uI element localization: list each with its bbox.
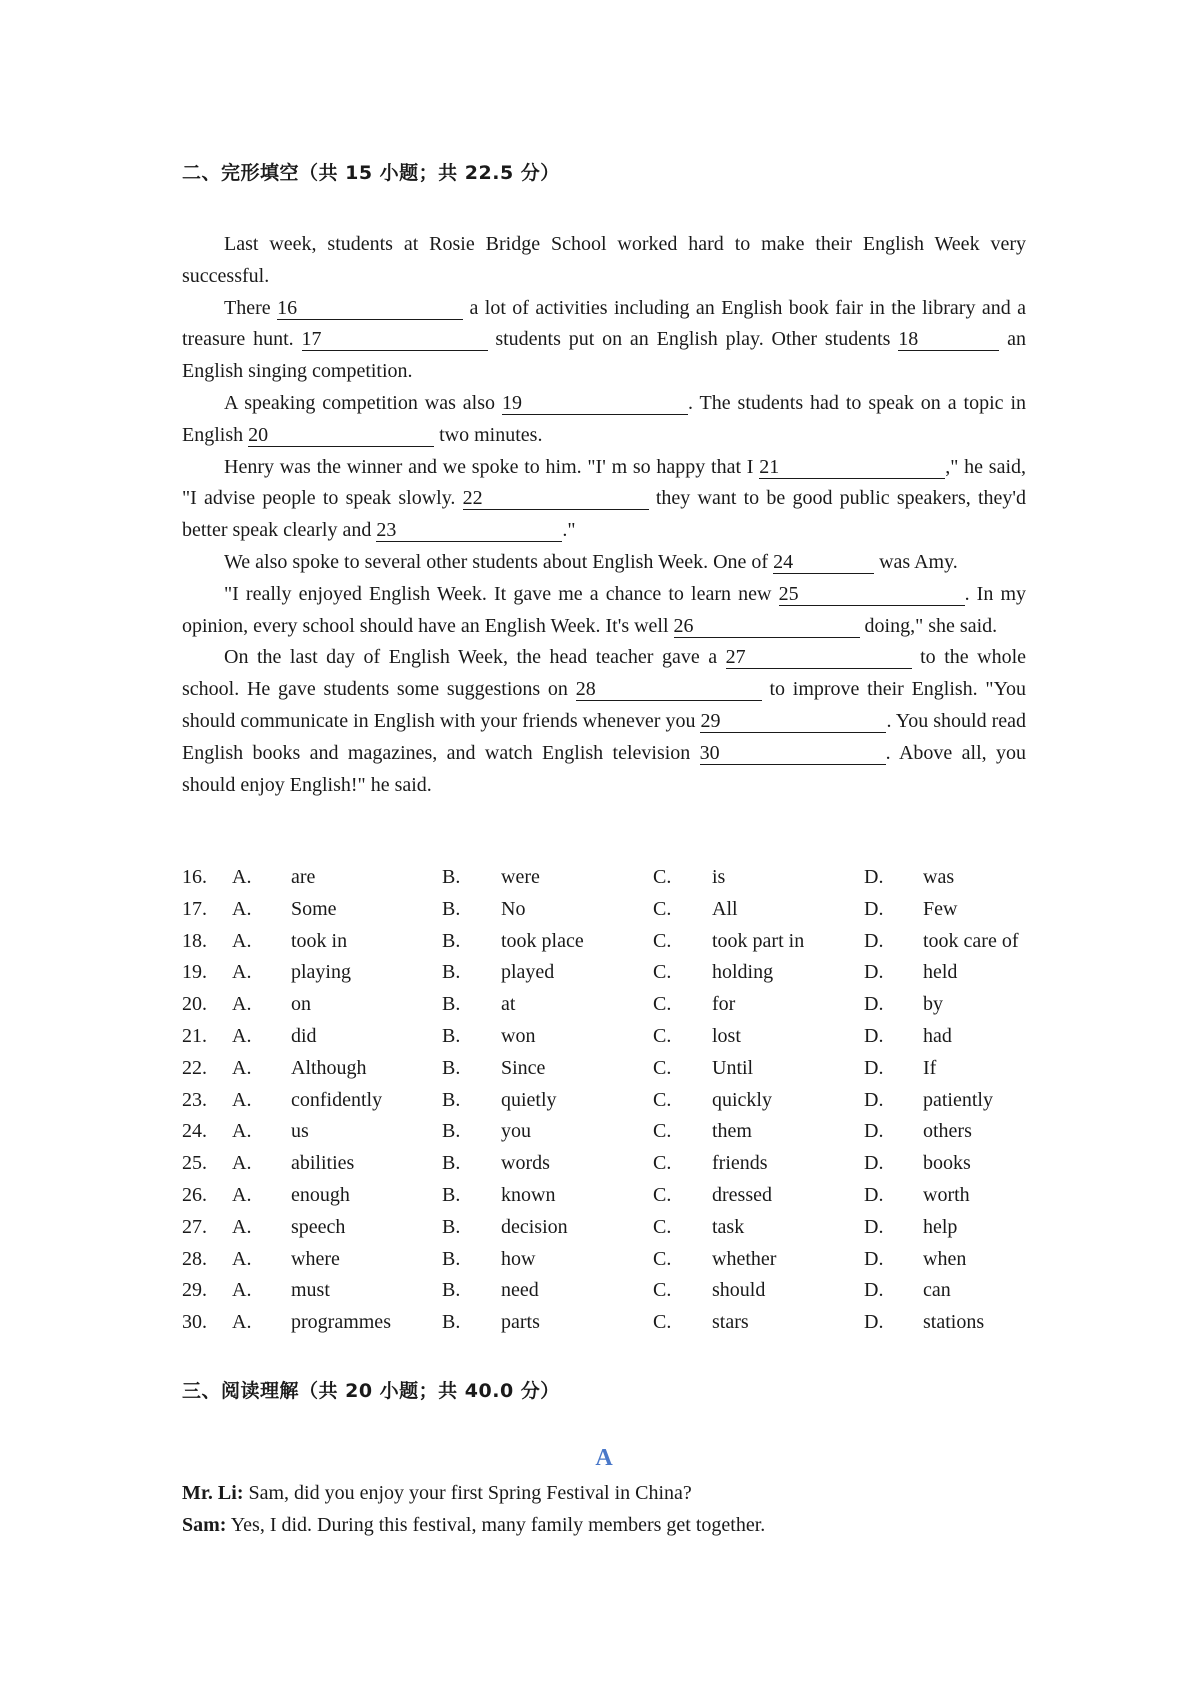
- blank-30: 30: [700, 743, 886, 765]
- option-letter: C.: [653, 1279, 672, 1302]
- passage-text: . The students had to speak on a topic in English: [182, 391, 1027, 446]
- option-letter: C.: [653, 1152, 672, 1175]
- question-number: 22.: [182, 1056, 207, 1079]
- option-letter: B.: [442, 1311, 461, 1334]
- option-letter: C.: [653, 897, 672, 920]
- option-letter: B.: [442, 961, 461, 984]
- option-d: others: [923, 1120, 972, 1143]
- option-b: played: [501, 961, 555, 984]
- option-b: quietly: [501, 1088, 557, 1111]
- question-row: [182, 1212, 1042, 1244]
- passage-text: a lot of activities including an English book fair in the library and a treasure hunt.: [182, 296, 1027, 351]
- option-d: books: [923, 1152, 971, 1175]
- option-letter: A.: [232, 1215, 252, 1238]
- blank-19: 19: [502, 393, 688, 415]
- dialogue-line: [182, 1478, 1026, 1510]
- option-letter: C.: [653, 1247, 672, 1270]
- option-letter: C.: [653, 993, 672, 1016]
- option-letter: A.: [232, 1024, 252, 1047]
- question-row: [182, 1275, 1042, 1307]
- speaker-name: Mr. Li:: [182, 1482, 244, 1504]
- passage-paragraph: [182, 388, 1026, 452]
- option-d: when: [923, 1247, 967, 1270]
- option-c: is: [712, 866, 726, 888]
- option-letter: B.: [442, 1056, 461, 1079]
- option-letter: C.: [653, 1183, 672, 1206]
- option-letter: D.: [864, 961, 884, 984]
- option-letter: B.: [442, 1120, 461, 1143]
- option-letter: B.: [442, 866, 461, 888]
- blank-25: 25: [779, 584, 965, 606]
- option-letter: D.: [864, 1279, 884, 1302]
- option-b: at: [501, 993, 516, 1016]
- question-row: [182, 1021, 1042, 1053]
- section-2-title: 二、完形填空（共 15 小题；共 22.5 分）: [182, 162, 560, 184]
- option-letter: D.: [864, 1152, 884, 1175]
- option-letter: D.: [864, 866, 884, 888]
- question-number: 29.: [182, 1279, 207, 1302]
- option-a: did: [291, 1024, 317, 1047]
- option-letter: A.: [232, 897, 252, 920]
- question-number: 17.: [182, 897, 207, 920]
- option-letter: C.: [653, 1215, 672, 1238]
- blank-23: 23: [376, 520, 562, 542]
- option-d: was: [923, 866, 955, 888]
- passage-text: ," he said, "I advise people to speak slowly.: [182, 455, 1027, 510]
- option-c: for: [712, 993, 736, 1016]
- option-letter: A.: [232, 1120, 252, 1143]
- option-b: took place: [501, 929, 584, 952]
- option-letter: C.: [653, 1120, 672, 1143]
- dialogue: [182, 1478, 1026, 1542]
- option-letter: A.: [232, 993, 252, 1016]
- question-row: [182, 926, 1042, 958]
- option-letter: C.: [653, 929, 672, 952]
- option-d: help: [923, 1215, 958, 1238]
- option-letter: C.: [653, 866, 672, 888]
- option-a: speech: [291, 1215, 346, 1238]
- cloze-passage: [182, 229, 1026, 801]
- option-letter: B.: [442, 929, 461, 952]
- option-c: Until: [712, 1056, 754, 1079]
- option-letter: D.: [864, 993, 884, 1016]
- passage-text: On the last day of English Week, the head teacher gave a: [224, 646, 718, 669]
- option-letter: A.: [232, 1247, 252, 1270]
- question-number: 28.: [182, 1247, 207, 1270]
- option-a: are: [291, 866, 316, 888]
- option-letter: D.: [864, 1056, 884, 1079]
- option-letter: B.: [442, 1247, 461, 1270]
- blank-27: 27: [726, 647, 912, 669]
- option-c: stars: [712, 1311, 749, 1334]
- passage-paragraph: [182, 579, 1026, 643]
- option-a: on: [291, 993, 311, 1016]
- dialogue-text: Sam, did you enjoy your first Spring Festival in China?: [248, 1482, 692, 1504]
- option-b: need: [501, 1279, 539, 1302]
- option-b: you: [501, 1120, 531, 1143]
- passage-text: We also spoke to several other students about English Week. One of: [224, 550, 769, 573]
- question-number: 23.: [182, 1088, 207, 1111]
- blank-20: 20: [248, 425, 434, 447]
- option-a: took in: [291, 929, 348, 952]
- option-a: where: [291, 1247, 340, 1270]
- passage-paragraph: [182, 293, 1026, 388]
- option-letter: B.: [442, 1088, 461, 1111]
- option-b: No: [501, 897, 526, 920]
- option-letter: D.: [864, 1183, 884, 1206]
- option-a: abilities: [291, 1152, 355, 1175]
- passage-text: . In my opinion, every school should have an English Week. It's well: [182, 582, 1027, 637]
- option-letter: D.: [864, 1247, 884, 1270]
- question-row: [182, 957, 1042, 989]
- blank-16: 16: [277, 298, 463, 320]
- option-letter: D.: [864, 1311, 884, 1334]
- blank-22: 22: [463, 488, 649, 510]
- question-number: 24.: [182, 1120, 207, 1143]
- passage-text: doing," she said.: [864, 614, 998, 637]
- option-d: held: [923, 961, 958, 984]
- blank-17: 17: [302, 329, 488, 351]
- blank-28: 28: [576, 679, 762, 701]
- passage-text: Last week, students at Rosie Bridge School worked hard to make their English Week very successful.: [182, 233, 1026, 287]
- option-a: Although: [291, 1056, 367, 1079]
- question-row: [182, 1307, 1042, 1339]
- option-b: how: [501, 1247, 536, 1270]
- blank-24: 24: [773, 552, 874, 574]
- option-letter: C.: [653, 1088, 672, 1111]
- option-c: dressed: [712, 1183, 772, 1206]
- section-3-title: 三、阅读理解（共 20 小题；共 40.0 分）: [182, 1380, 560, 1402]
- option-letter: D.: [864, 1024, 884, 1047]
- option-c: whether: [712, 1247, 777, 1270]
- blank-21: 21: [759, 457, 945, 479]
- question-number: 26.: [182, 1183, 207, 1206]
- option-letter: A.: [232, 1152, 252, 1175]
- question-row: [182, 894, 1042, 926]
- option-letter: B.: [442, 993, 461, 1016]
- option-letter: A.: [232, 1311, 252, 1334]
- question-row: [182, 1244, 1042, 1276]
- option-letter: B.: [442, 1215, 461, 1238]
- question-number: 30.: [182, 1311, 207, 1334]
- option-letter: D.: [864, 897, 884, 920]
- passage-text: Henry was the winner and we spoke to him. "I' m so happy that I: [224, 455, 754, 478]
- option-letter: B.: [442, 1024, 461, 1047]
- option-letter: A.: [232, 929, 252, 952]
- option-letter: C.: [653, 961, 672, 984]
- passage-text: to improve their English. "You should communicate in English with your friends whenever you: [182, 678, 1027, 732]
- blank-18: 18: [898, 329, 999, 351]
- passage-text: There: [224, 296, 271, 319]
- option-c: lost: [712, 1024, 741, 1047]
- question-number: 25.: [182, 1152, 207, 1175]
- question-row: [182, 862, 1042, 894]
- speaker-name: Sam:: [182, 1513, 227, 1536]
- option-c: All: [712, 897, 738, 920]
- blank-26: 26: [674, 616, 860, 638]
- passage-text: . You should read English books and magazines, and watch English television: [182, 709, 1027, 764]
- passage-text: two minutes.: [439, 423, 543, 446]
- option-d: Few: [923, 897, 958, 920]
- passage-text: .": [562, 519, 576, 542]
- question-row: [182, 1053, 1042, 1085]
- passage-text: to the whole school. He gave students some suggestions on: [182, 646, 1027, 701]
- dialogue-text: Yes, I did. During this festival, many family members get together.: [230, 1513, 766, 1536]
- passage-paragraph: [182, 547, 1026, 579]
- question-number: 19.: [182, 961, 207, 984]
- question-row: [182, 989, 1042, 1021]
- option-b: were: [501, 866, 540, 888]
- option-letter: A.: [232, 1183, 252, 1206]
- question-number: 16.: [182, 866, 207, 888]
- option-d: stations: [923, 1311, 985, 1334]
- passage-paragraph: [182, 642, 1026, 801]
- passage-text: "I really enjoyed English Week. It gave me a chance to learn new: [224, 582, 772, 605]
- passage-text: they want to be good public speakers, they'd better speak clearly and: [182, 487, 1026, 542]
- option-letter: B.: [442, 1183, 461, 1206]
- dialogue-line: [182, 1510, 1026, 1542]
- option-letter: D.: [864, 1215, 884, 1238]
- option-c: holding: [712, 961, 774, 984]
- option-letter: B.: [442, 1152, 461, 1175]
- option-a: enough: [291, 1183, 350, 1206]
- option-letter: D.: [864, 929, 884, 952]
- passage-text: students put on an English play. Other students: [495, 328, 891, 351]
- part-label: A: [595, 1445, 613, 1471]
- option-letter: C.: [653, 1056, 672, 1079]
- option-b: won: [501, 1024, 536, 1047]
- question-number: 27.: [182, 1215, 207, 1238]
- option-b: words: [501, 1152, 550, 1175]
- passage-text: was Amy.: [879, 550, 958, 573]
- option-a: us: [291, 1120, 309, 1143]
- question-row: [182, 1085, 1042, 1117]
- option-b: parts: [501, 1311, 540, 1334]
- option-d: can: [923, 1279, 951, 1302]
- option-letter: B.: [442, 897, 461, 920]
- option-d: If: [923, 1056, 937, 1079]
- option-letter: A.: [232, 866, 252, 888]
- option-letter: D.: [864, 1120, 884, 1143]
- option-c: took part in: [712, 929, 805, 952]
- passage-text: an English singing competition.: [182, 328, 1027, 383]
- option-b: Since: [501, 1056, 546, 1079]
- option-c: quickly: [712, 1088, 772, 1111]
- option-b: known: [501, 1183, 556, 1206]
- question-number: 18.: [182, 929, 207, 952]
- option-letter: C.: [653, 1024, 672, 1047]
- option-c: them: [712, 1120, 752, 1143]
- option-d: by: [923, 993, 943, 1016]
- option-letter: B.: [442, 1279, 461, 1302]
- option-letter: A.: [232, 1279, 252, 1302]
- option-a: must: [291, 1279, 330, 1302]
- passage-paragraph: [182, 229, 1026, 293]
- answer-options-table: [182, 862, 1042, 1339]
- option-letter: D.: [864, 1088, 884, 1111]
- option-a: programmes: [291, 1311, 391, 1334]
- passage-text: . Above all, you should enjoy English!" he said.: [182, 741, 1026, 796]
- option-c: should: [712, 1279, 766, 1302]
- passage-text: A speaking competition was also: [224, 391, 496, 414]
- question-number: 21.: [182, 1024, 207, 1047]
- option-d: had: [923, 1024, 952, 1047]
- question-row: [182, 1180, 1042, 1212]
- option-d: worth: [923, 1183, 970, 1206]
- passage-paragraph: [182, 452, 1026, 547]
- blank-29: 29: [700, 711, 886, 733]
- option-c: friends: [712, 1152, 768, 1175]
- question-row: [182, 1148, 1042, 1180]
- option-a: confidently: [291, 1088, 383, 1111]
- question-number: 20.: [182, 993, 207, 1016]
- option-d: patiently: [923, 1088, 993, 1111]
- option-letter: A.: [232, 961, 252, 984]
- option-d: took care of: [923, 929, 1019, 952]
- option-letter: A.: [232, 1088, 252, 1111]
- question-row: [182, 1116, 1042, 1148]
- option-a: playing: [291, 961, 351, 984]
- option-b: decision: [501, 1215, 568, 1238]
- option-letter: A.: [232, 1056, 252, 1079]
- option-c: task: [712, 1215, 745, 1238]
- option-a: Some: [291, 897, 337, 920]
- option-letter: C.: [653, 1311, 672, 1334]
